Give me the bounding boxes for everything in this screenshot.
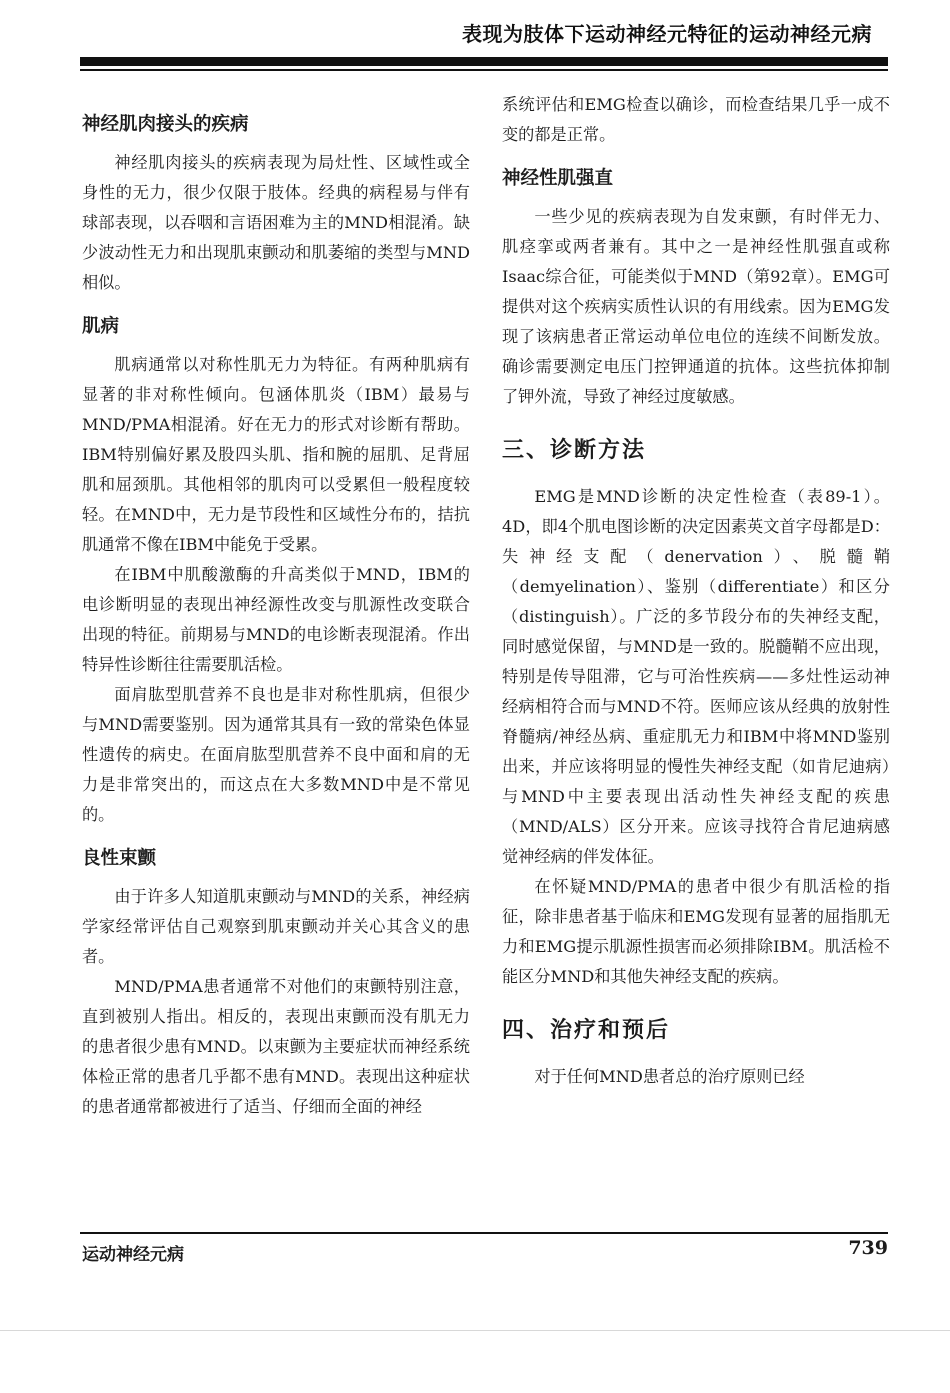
header-rule-thick [80, 57, 888, 66]
right-column [502, 90, 890, 1092]
section-heading-neuromyotonia: 神经性肌强直 [502, 168, 614, 189]
paragraph: EMG是MND诊断的决定性检查（表89-1）。4D，即4个肌电图诊断的决定因素英文首字母都是D：失神经支配（denervation）、脱髓鞘（demyelination）、鉴别（differentiate）和区分（distinguish）。广泛的多节段分布的失神经支配，同时感觉保留，与MND是一致的。脱髓鞘不应出现，特别是传导阻滞，它与可治性疾病——多灶性运动神经病相符合而与MND不符。医师应该从经典的放射性脊髓病/神经丛病、重症肌无力和IBM中将MND鉴别出来，并应该将明显的慢性失神经支配（如肯尼迪病）与MND中主要表现出活动性失神经支配的疾患（MND/ALS）区分开来。应该寻找符合肯尼迪病感觉神经病的伴发体征。 [502, 487, 890, 866]
paragraph: 一些少见的疾病表现为自发束颤，有时伴无力、肌痉挛或两者兼有。其中之一是神经性肌强直或称Isaac综合征，可能类似于MND（第92章）。EMG可提供对这个疾病实质性认识的有用线索。因为EMG发现了该病患者正常运动单位电位的连续不间断发放。确诊需要测定电压门控钾通道的抗体。这些抗体抑制了钾外流，导致了神经过度敏感。 [502, 207, 890, 406]
running-head-title: 表现为肢体下运动神经元特征的运动神经元病 [462, 22, 872, 46]
paragraph: 由于许多人知道肌束颤动与MND的关系，神经病学家经常评估自己观察到肌束颤动并关心其含义的患者。 [82, 887, 470, 966]
left-column [82, 104, 470, 1122]
paragraph: 面肩肱型肌营养不良也是非对称性肌病，但很少与MND需要鉴别。因为通常其具有一致的常染色体显性遗传的病史。在面肩肱型肌营养不良中面和肩的无力是非常突出的，而这点在大多数MND中是不常见的。 [82, 685, 470, 824]
footer-book-title: 运动神经元病 [82, 1245, 184, 1265]
section-heading-myopathy: 肌病 [82, 316, 120, 337]
section-heading-nmj: 神经肌肉接头的疾病 [82, 114, 249, 135]
paragraph: MND/PMA患者通常不对他们的束颤特别注意，直到被别人指出。相反的，表现出束颤而没有肌无力的患者很少患有MND。以束颤为主要症状而神经系统体检正常的患者几乎都不患有MND。表现出这种症状的患者通常都被进行了适当、仔细而全面的神经 [82, 977, 470, 1116]
footer-rule [80, 1232, 888, 1234]
page-number: 739 [848, 1237, 888, 1259]
paragraph: 在怀疑MND/PMA的患者中很少有肌活检的指征，除非患者基于临床和EMG发现有显著的屈指肌无力和EMG提示肌源性损害而必须排除IBM。肌活检不能区分MND和其他失神经支配的疾病。 [502, 877, 890, 986]
chapter-heading-diagnosis: 三、诊断方法 [502, 438, 647, 463]
chapter-heading-treatment: 四、治疗和预后 [502, 1018, 671, 1043]
paragraph: 对于任何MND患者总的治疗原则已经 [534, 1067, 805, 1086]
paragraph: 肌病通常以对称性肌无力为特征。有两种肌病有显著的非对称性倾向。包涵体肌炎（IBM）最易与MND/PMA相混淆。好在无力的形式对诊断有帮助。IBM特别偏好累及股四头肌、指和腕的屈肌、足背屈肌和屈颈肌。其他相邻的肌肉可以受累但一般程度较轻。在MND中，无力是节段性和区域性分布的，拮抗肌通常不像在IBM中能免于受累。 [82, 355, 470, 554]
header-rule-thin [80, 69, 888, 71]
section-heading-benign-fasciculation: 良性束颤 [82, 848, 157, 869]
paragraph-continuation: 系统评估和EMG检查以确诊，而检查结果几乎一成不变的都是正常。 [502, 95, 890, 144]
paragraph: 在IBM中肌酸激酶的升高类似于MND，IBM的电诊断明显的表现出神经源性改变与肌源性改变联合出现的特征。前期易与MND的电诊断表现混淆。作出特异性诊断往往需要肌活检。 [82, 565, 470, 674]
scan-artifact-line [0, 1330, 950, 1331]
paragraph: 神经肌肉接头的疾病表现为局灶性、区域性或全身性的无力，很少仅限于肢体。经典的病程易与伴有球部表现，以吞咽和言语困难为主的MND相混淆。缺少波动性无力和出现肌束颤动和肌萎缩的类型与MND相似。 [82, 153, 470, 292]
